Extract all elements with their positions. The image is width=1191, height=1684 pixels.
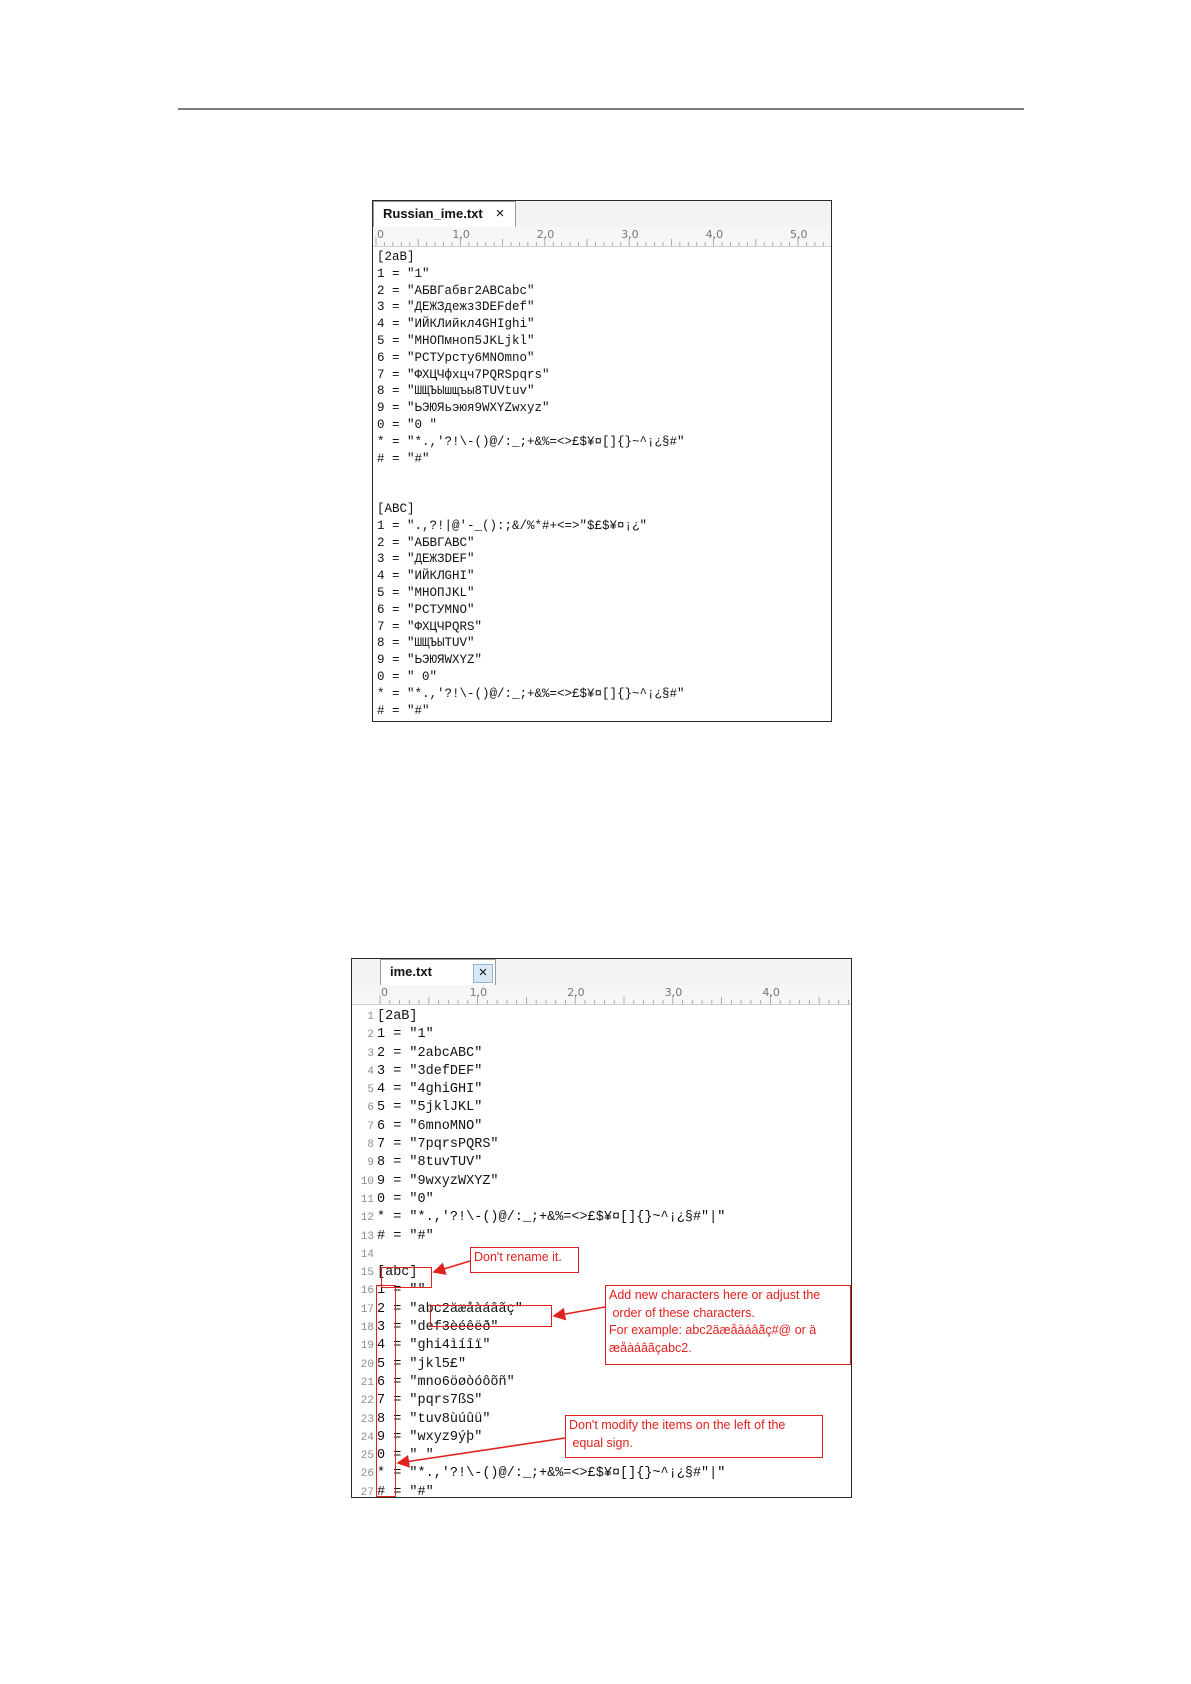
line-content: * = "*.,'?!\-()@/:_;+&%=<>£$¥¤[]{}~^¡¿§#"|" — [377, 1466, 726, 1482]
line-number: 5 — [367, 1084, 374, 1097]
ruler-label: 0 — [381, 986, 388, 999]
line-content: 2 = "abc2äæåàáâãç" — [377, 1301, 523, 1317]
line-content: 9 = "9wxyzWXYZ" — [377, 1173, 499, 1189]
line-content: # = "#" — [377, 1484, 434, 1498]
ruler-label: 3,0 — [621, 228, 639, 241]
close-icon[interactable]: × — [473, 964, 493, 983]
text-line: 2 = "АБВГабвг2ABCabc" — [377, 283, 535, 298]
line-number: 16 — [360, 1285, 374, 1298]
ruler-label: 5,0 — [790, 228, 808, 241]
text-line: 3 = "ДЕЖЗдежз3DEFdef" — [377, 300, 535, 315]
line-number: 17 — [360, 1303, 374, 1316]
text-line: 1 = ".,?!|@'-_():;&/%*#+<=>"$£$¥¤¡¿" — [377, 518, 648, 533]
text-line: 8 = "ШЩЪЫTUV" — [377, 636, 475, 651]
text-line: # = "#" — [377, 703, 430, 718]
line-content: [2aB] — [377, 1009, 418, 1024]
callout-text: Don't rename it. — [474, 1250, 562, 1264]
line-number: 21 — [360, 1376, 374, 1389]
text-line: * = "*.,'?!\-()@/:_;+&%=<>£$¥¤[]{}~^¡¿§#" — [377, 434, 685, 449]
text-line: [2aB] — [377, 250, 415, 264]
text-line: 1 = "1" — [377, 266, 430, 281]
line-content: # = "#" — [377, 1228, 434, 1244]
text-line: 6 = "РСТУMNO" — [377, 602, 475, 617]
line-number: 22 — [360, 1395, 374, 1408]
text-line: 7 = "ФХЦЧфхцч7PQRSpqrs" — [377, 367, 550, 382]
line-content: 0 = "0" — [377, 1191, 434, 1207]
text-line: 7 = "ФХЦЧPQRS" — [377, 619, 483, 634]
text-line: 8 = "ШЩЪЫшщъы8TUVtuv" — [377, 384, 535, 399]
line-content: * = "*.,'?!\-()@/:_;+&%=<>£$¥¤[]{}~^¡¿§#"|" — [377, 1210, 726, 1226]
text-line: * = "*.,'?!\-()@/:_;+&%=<>£$¥¤[]{}~^¡¿§#" — [377, 686, 685, 701]
line-number: 19 — [360, 1340, 374, 1353]
line-number: 20 — [360, 1358, 374, 1371]
text-line: 4 = "ИЙКЛGHI" — [377, 569, 475, 584]
line-content: 1 = "1" — [377, 1027, 434, 1043]
line-content: 8 = "tuv8ùúûü" — [377, 1411, 491, 1427]
callout-line: order of these characters. — [609, 1305, 755, 1320]
callout-line: æåàáâãçabc2. — [609, 1340, 692, 1355]
tab-title: ime.txt — [390, 964, 432, 979]
left-items-arrow — [398, 1438, 565, 1463]
text-line: 3 = "ДЕЖЗDEF" — [377, 552, 475, 567]
line-number: 27 — [360, 1486, 374, 1498]
text-line: 5 = "МНОПJKL" — [377, 585, 475, 600]
line-number: 4 — [367, 1065, 374, 1078]
text-line: 6 = "РСТУрсту6MNOmno" — [377, 350, 535, 365]
line-content: 3 = "3defDEF" — [377, 1063, 483, 1079]
line-content: 5 = "5jklJKL" — [377, 1100, 483, 1116]
line-content: 8 = "8tuvTUV" — [377, 1155, 483, 1171]
callout-line: equal sign. — [569, 1435, 633, 1450]
line-number: 14 — [360, 1248, 374, 1261]
line-content: 6 = "mno6öøòóôõñ" — [377, 1374, 515, 1390]
ruler-label: 4,0 — [762, 986, 780, 999]
callout-line: Don't modify the items on the left of the — [569, 1418, 786, 1432]
line-number: 2 — [367, 1029, 374, 1042]
text-line: 5 = "МНОПмноп5JKLjkl" — [377, 333, 535, 348]
line-number: 15 — [360, 1267, 374, 1280]
line-number: 9 — [367, 1157, 374, 1170]
line-content: 2 = "2abcABC" — [377, 1045, 483, 1061]
line-number: 10 — [360, 1175, 374, 1188]
line-number: 1 — [367, 1011, 374, 1023]
line-content: 4 = "4ghiGHI" — [377, 1082, 483, 1098]
characters-arrow — [554, 1307, 605, 1316]
line-content: 4 = "ghi4ìíîï" — [377, 1338, 491, 1354]
text-line: [ABC] — [377, 501, 415, 516]
callout-line: Add new characters here or adjust the — [609, 1288, 821, 1302]
line-content: 5 = "jkl5£" — [377, 1356, 467, 1372]
text-line: 9 = "ЬЭЮЯьэюя9WXYZwxyz" — [377, 401, 550, 416]
line-number: 18 — [360, 1322, 374, 1335]
text-line: 2 = "АБВГABC" — [377, 535, 475, 550]
line-content: 6 = "6mnoMNO" — [377, 1118, 483, 1134]
line-content: 7 = "7pqrsPQRS" — [377, 1137, 499, 1153]
tab-title: Russian_ime.txt — [383, 206, 483, 221]
line-content: 9 = "wxyz9ýþ" — [377, 1429, 483, 1445]
ruler-label: 4,0 — [705, 228, 724, 241]
text-line: 4 = "ИЙКЛийкл4GHIghi" — [377, 317, 535, 332]
line-content: [abc] — [377, 1265, 418, 1281]
line-content: 1 = "" — [377, 1283, 426, 1299]
text-line: 9 = "ЬЭЮЯWXYZ" — [377, 653, 483, 668]
text-line: # = "#" — [377, 451, 430, 466]
ruler-label: 2,0 — [567, 986, 585, 999]
rename-arrow — [434, 1261, 470, 1272]
line-number: 6 — [367, 1102, 374, 1115]
line-number: 12 — [360, 1212, 374, 1225]
ruler-label: 1,0 — [452, 228, 470, 241]
line-number: 7 — [367, 1120, 374, 1133]
line-content: 3 = "def3èéêëð" — [377, 1320, 499, 1336]
text-line: 0 = " 0" — [377, 669, 438, 684]
callout-line: For example: abc2äæåàáâãç#@ or ä — [609, 1323, 817, 1337]
line-number: 3 — [367, 1047, 374, 1060]
ruler-label: 2,0 — [536, 228, 555, 241]
line-number: 13 — [360, 1230, 374, 1243]
line-number: 25 — [360, 1450, 374, 1463]
ruler-label: 0 — [377, 228, 384, 241]
ruler-label: 3,0 — [664, 986, 683, 999]
close-icon[interactable]: × — [495, 205, 505, 222]
line-number: 26 — [360, 1468, 374, 1481]
text-line: 0 = "0 " — [377, 417, 438, 432]
line-number: 8 — [367, 1139, 374, 1152]
line-content: 7 = "pqrs7ßS" — [377, 1393, 483, 1409]
ruler-label: 1,0 — [469, 986, 488, 999]
line-content: 0 = " " — [377, 1448, 434, 1464]
line-number: 11 — [360, 1193, 374, 1206]
line-number: 23 — [360, 1413, 374, 1426]
line-number: 24 — [360, 1431, 374, 1444]
